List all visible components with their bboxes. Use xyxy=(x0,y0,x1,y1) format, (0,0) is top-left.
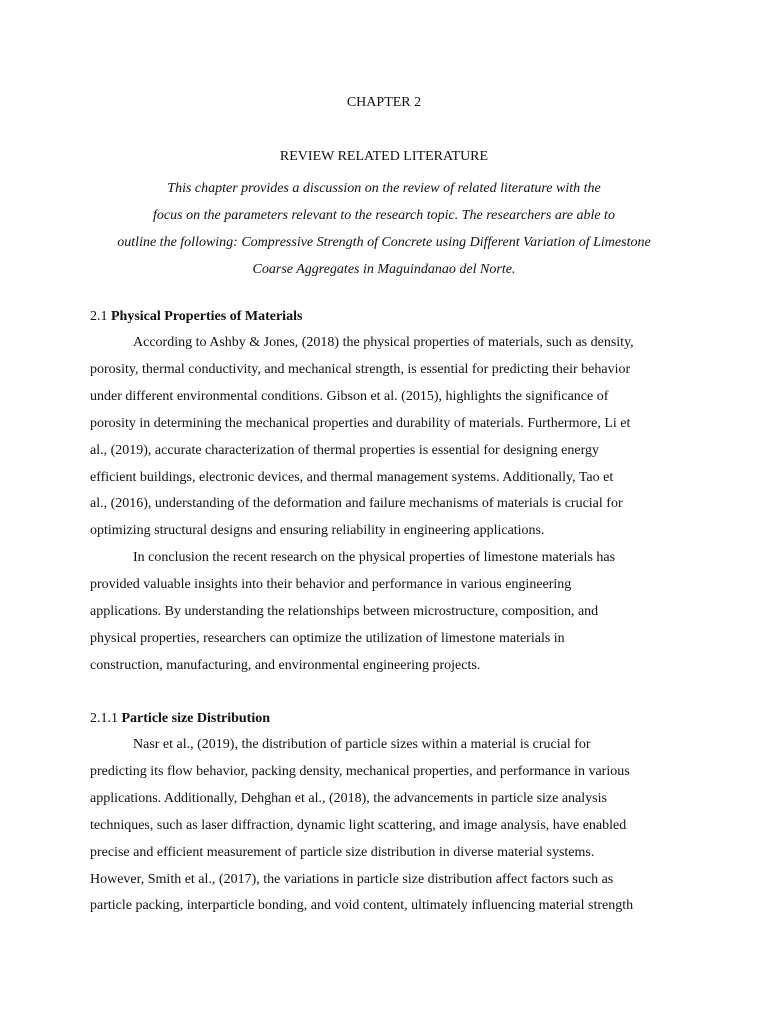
text-line: porosity, thermal conductivity, and mechanical strength, is essential for predicting their behavior xyxy=(90,361,631,377)
section-heading xyxy=(90,710,690,728)
chapter-intro xyxy=(80,175,688,283)
text-line: techniques, such as laser diffraction, dynamic light scattering, and image analysis, have enabled xyxy=(90,817,627,833)
text-line: optimizing structural designs and ensuring reliability in engineering applications. xyxy=(90,523,545,539)
text-line: al., (2016), understanding of the deformation and failure mechanisms of materials is crucial for xyxy=(90,496,623,512)
paragraph xyxy=(90,732,690,920)
section-number: 2.1 xyxy=(90,309,108,324)
text-line: construction, manufacturing, and environmental engineering projects. xyxy=(90,657,481,673)
text-line: physical properties, researchers can optimize the utilization of limestone materials in xyxy=(90,630,565,646)
text-line: precise and efficient measurement of particle size distribution in diverse material systems. xyxy=(90,844,595,860)
intro-line: outline the following: Compressive Strength of Concrete using Different Variation of Limestone xyxy=(117,235,651,250)
section-physical-properties xyxy=(90,308,690,680)
text-line: applications. Additionally, Dehghan et al., (2018), the advancements in particle size analysis xyxy=(90,790,607,806)
chapter-label: CHAPTER 2 xyxy=(346,95,422,110)
text-line: provided valuable insights into their behavior and performance in various engineering xyxy=(90,577,572,593)
text-line: efficient buildings, electronic devices, and thermal management systems. Additionally, Tao et xyxy=(90,469,614,485)
section-title: Physical Properties of Materials xyxy=(111,309,303,324)
section-particle-size xyxy=(90,710,690,920)
text-line: predicting its flow behavior, packing density, mechanical properties, and performance in various xyxy=(90,763,630,779)
section-title: Particle size Distribution xyxy=(121,711,271,726)
section-number: 2.1.1 xyxy=(90,711,118,726)
intro-line: Coarse Aggregates in Maguindanao del Norte. xyxy=(252,262,516,277)
intro-line: focus on the parameters relevant to the research topic. The researchers are able to xyxy=(153,208,615,223)
paragraph xyxy=(90,330,690,545)
text-line: porosity in determining the mechanical properties and durability of materials. Furthermore, Li et xyxy=(90,415,631,431)
text-line: According to Ashby & Jones, (2018) the physical properties of materials, such as density, xyxy=(133,335,634,350)
intro-line: This chapter provides a discussion on the review of related literature with the xyxy=(167,181,601,196)
text-line: applications. By understanding the relationships between microstructure, composition, and xyxy=(90,604,599,620)
chapter-title: REVIEW RELATED LITERATURE xyxy=(279,149,489,164)
paragraph xyxy=(90,545,690,680)
text-line: al., (2019), accurate characterization of thermal properties is essential for designing energy xyxy=(90,442,599,458)
text-line: In conclusion the recent research on the physical properties of limestone materials has xyxy=(133,550,616,566)
text-line: Nasr et al., (2019), the distribution of particle sizes within a material is crucial for xyxy=(133,737,591,752)
text-line: However, Smith et al., (2017), the variations in particle size distribution affect factors such as xyxy=(90,871,614,887)
section-heading xyxy=(90,308,690,326)
text-line: under different environmental conditions. Gibson et al. (2015), highlights the significance of xyxy=(90,388,609,404)
text-line: particle packing, interparticle bonding, and void content, ultimately influencing material strength xyxy=(90,898,634,914)
